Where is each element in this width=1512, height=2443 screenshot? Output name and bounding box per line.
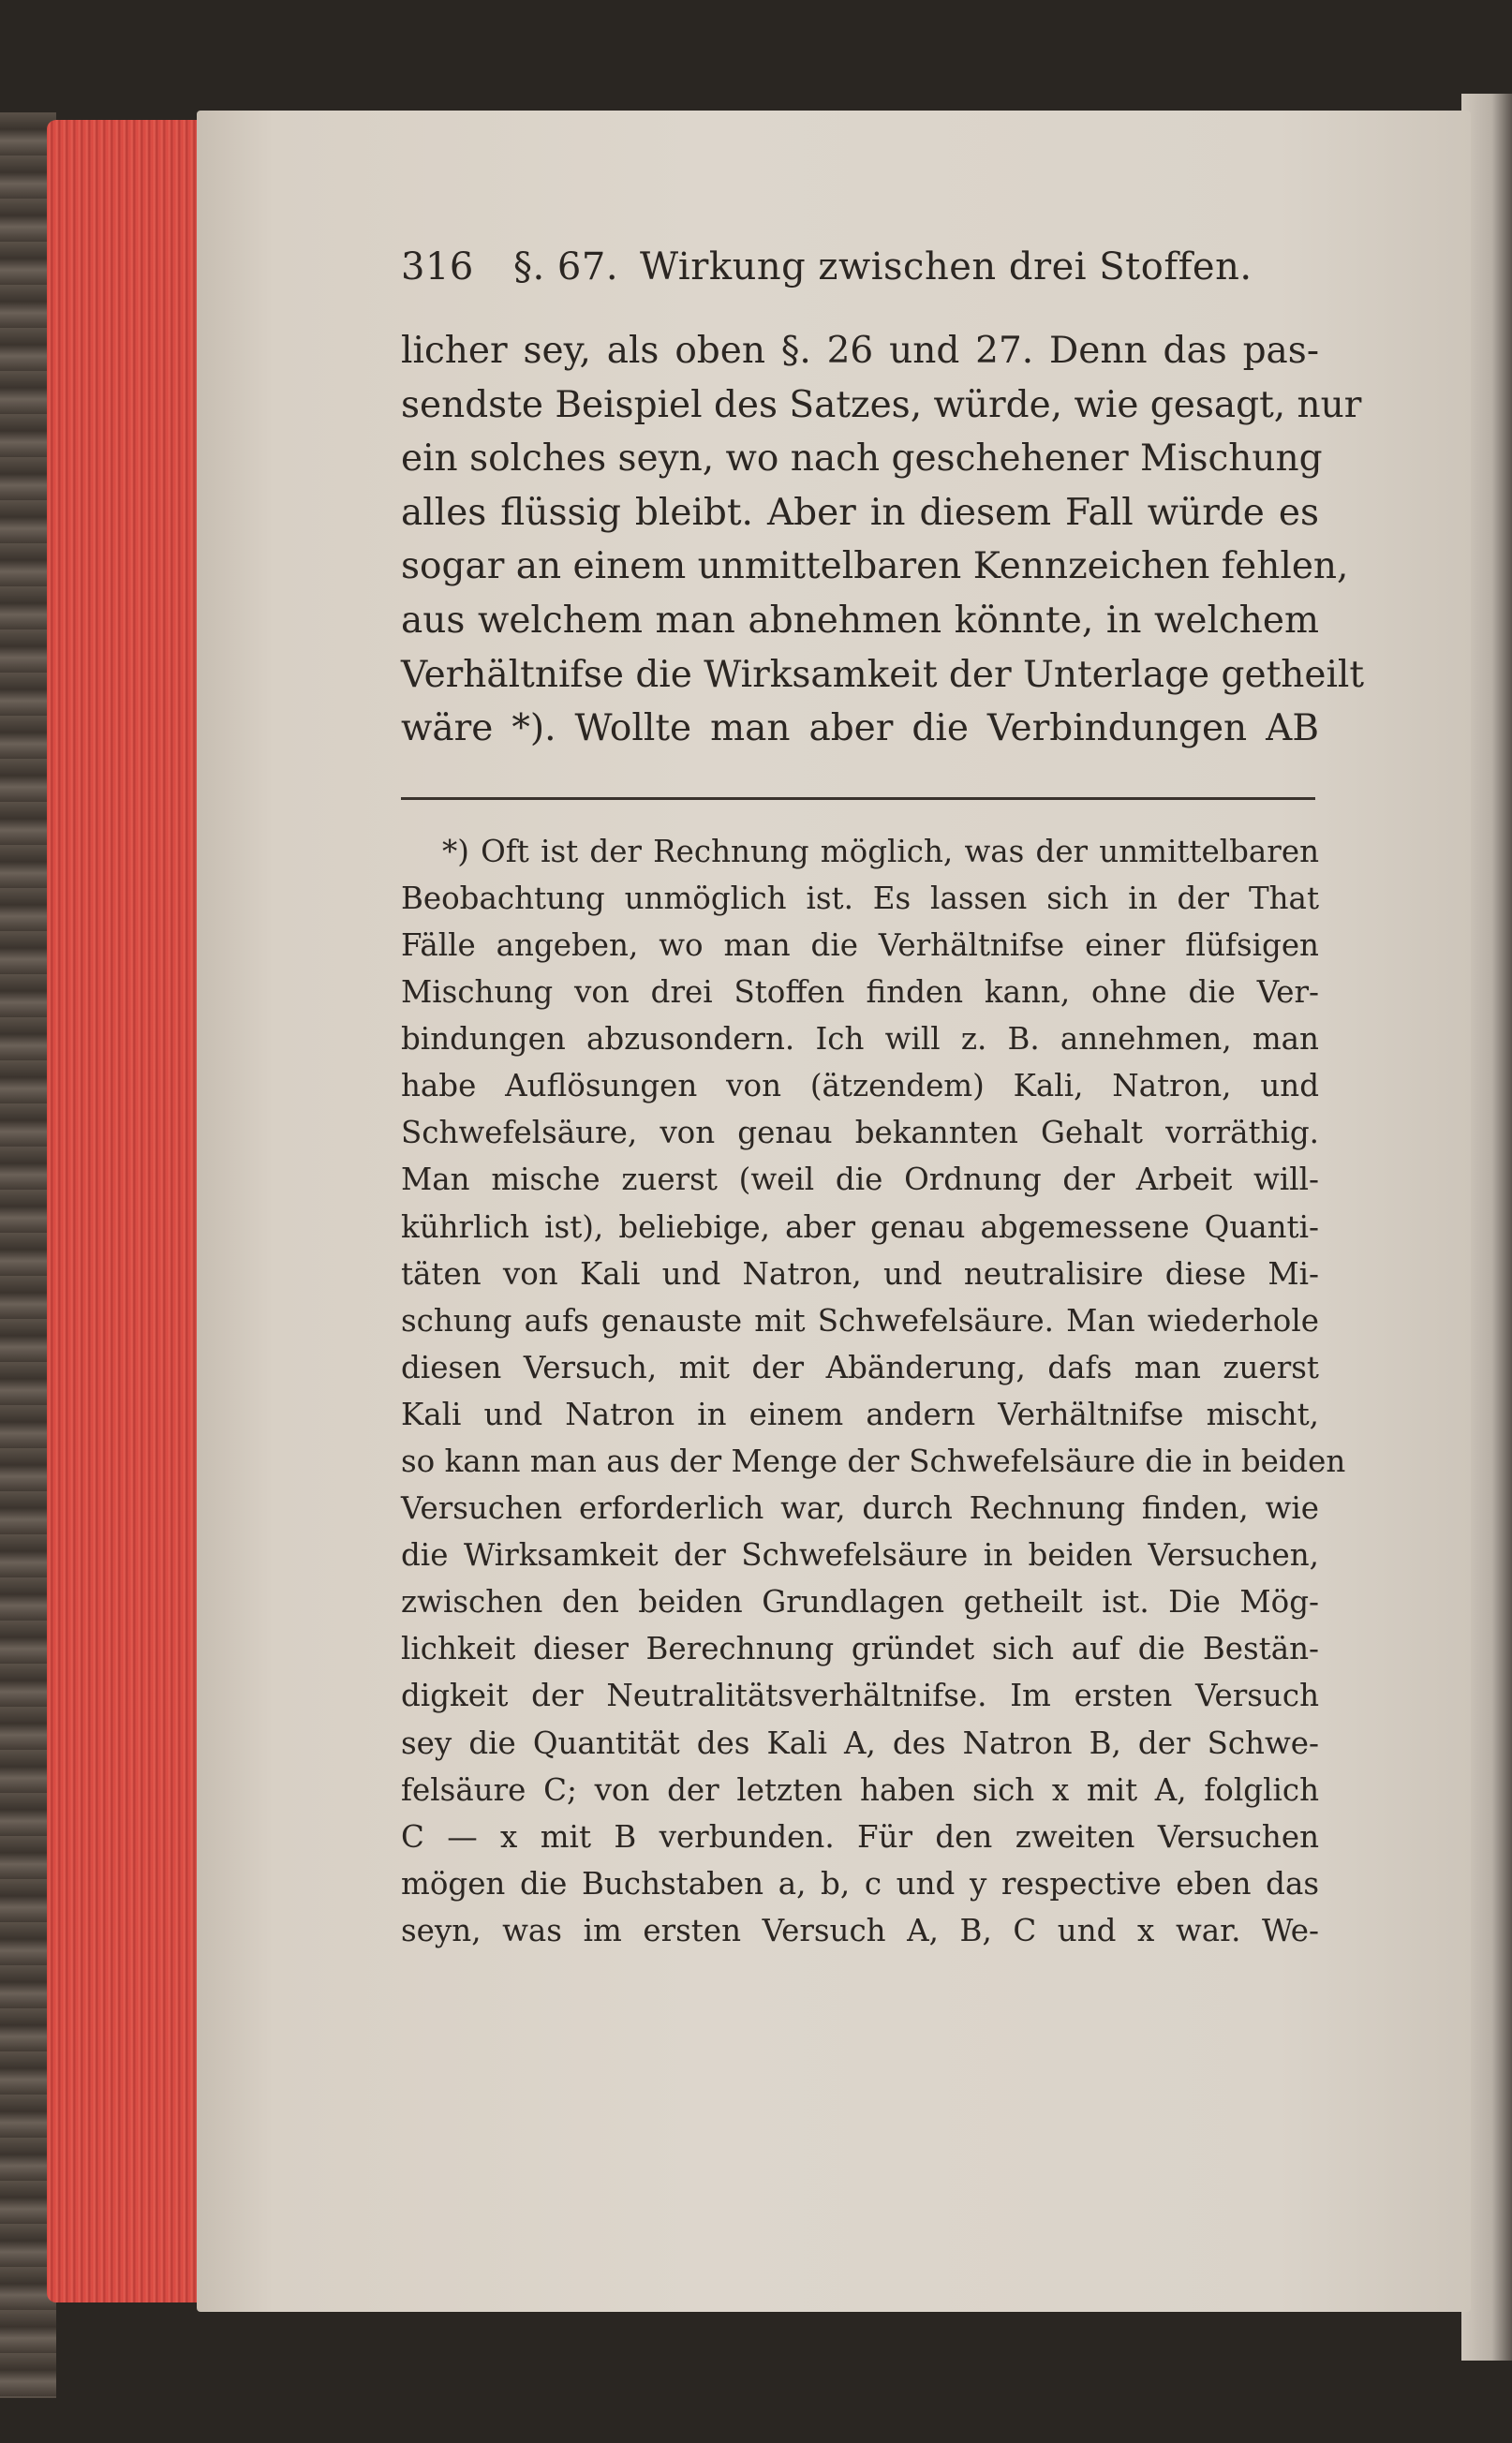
footnote-line: sey die Quantität des Kali A, des Natron B, der Schwe- <box>401 1725 1319 1761</box>
footnote-line: bindungen abzusondern. Ich will z. B. annehmen, man <box>401 1021 1319 1058</box>
footnote-line: C — x mit B verbunden. Für den zweiten Versuchen <box>401 1818 1319 1855</box>
footnote <box>401 828 1346 1954</box>
section-number: §. 67. <box>513 245 619 289</box>
footnote-line: Beobachtung unmöglich ist. Es lassen sich in der That <box>401 880 1319 916</box>
footnote-line: Schwefelsäure, von genau bekannten Gehalt vorräthig. <box>401 1115 1319 1151</box>
footnote-line: schung aufs genauste mit Schwefelsäure. Man wiederhole <box>401 1302 1319 1339</box>
footnote-line: die Wirksamkeit der Schwefelsäure in beiden Versuchen, <box>401 1537 1319 1574</box>
footnote-line: kührlich ist), beliebige, aber genau abgemessene Quanti- <box>401 1208 1319 1245</box>
footnote-line: täten von Kali und Natron, und neutralisire diese Mi- <box>401 1255 1319 1292</box>
footnote-line: lichkeit dieser Berechnung gründet sich auf die Bestän- <box>401 1631 1319 1667</box>
text-line: alles flüssig bleibt. Aber in diesem Fall würde es <box>401 491 1319 534</box>
footnote-line: seyn, was im ersten Versuch A, B, C und x war. We- <box>401 1912 1319 1948</box>
footnote-line: Kali und Natron in einem andern Verhältnifse mischt, <box>401 1396 1319 1432</box>
footnote-line: digkeit der Neutralitätsverhältnifse. Im ersten Versuch <box>401 1678 1319 1714</box>
text-line: licher sey, als oben §. 26 und 27. Denn das pas- <box>401 330 1319 372</box>
text-line: sogar an einem unmittelbaren Kennzeichen fehlen, <box>401 545 1349 588</box>
footnote-line: diesen Versuch, mit der Abänderung, dafs man zuerst <box>401 1349 1319 1385</box>
footnote-line: Versuchen erforderlich war, durch Rechnung finden, wie <box>401 1490 1319 1527</box>
footnote-line: so kann man aus der Menge der Schwefelsäure die in beiden <box>401 1443 1346 1479</box>
running-title: Wirkung zwischen drei Stoffen. <box>640 245 1253 289</box>
footnote-line: zwischen den beiden Grundlagen getheilt ist. Die Mög- <box>401 1584 1319 1621</box>
text-block <box>401 245 1365 1954</box>
running-head <box>401 245 1319 304</box>
text-line: ein solches seyn, wo nach geschehener Mischung <box>401 437 1323 481</box>
text-line: sendste Beispiel des Satzes, würde, wie gesagt, nur <box>401 383 1362 426</box>
footnote-line: mögen die Buchstaben a, b, c und y respective eben das <box>401 1865 1319 1902</box>
footnote-line: felsäure C; von der letzten haben sich x mit A, folglich <box>401 1771 1319 1808</box>
footnote-line: Mischung von drei Stoffen finden kann, ohne die Ver- <box>401 974 1319 1011</box>
text-line: aus welchem man abnehmen könnte, in welchem <box>401 599 1319 642</box>
page-number: 316 <box>401 245 474 289</box>
text-line: Verhältnifse die Wirksamkeit der Unterlage getheilt <box>401 653 1365 696</box>
text-line: wäre *). Wollte man aber die Verbindungen AB <box>401 707 1319 750</box>
main-text <box>401 324 1365 756</box>
footnote-line: habe Auflösungen von (ätzendem) Kali, Natron, und <box>401 1068 1319 1104</box>
footnote-line: Fälle angeben, wo man die Verhältnifse einer flüfsigen <box>401 926 1319 963</box>
page-edges <box>47 120 206 2302</box>
footnote-line: *) Oft ist der Rechnung möglich, was der unmittelbaren <box>442 833 1319 869</box>
footnote-line: Man mische zuerst (weil die Ordnung der Arbeit will- <box>401 1162 1319 1198</box>
footnote-divider <box>401 797 1315 800</box>
